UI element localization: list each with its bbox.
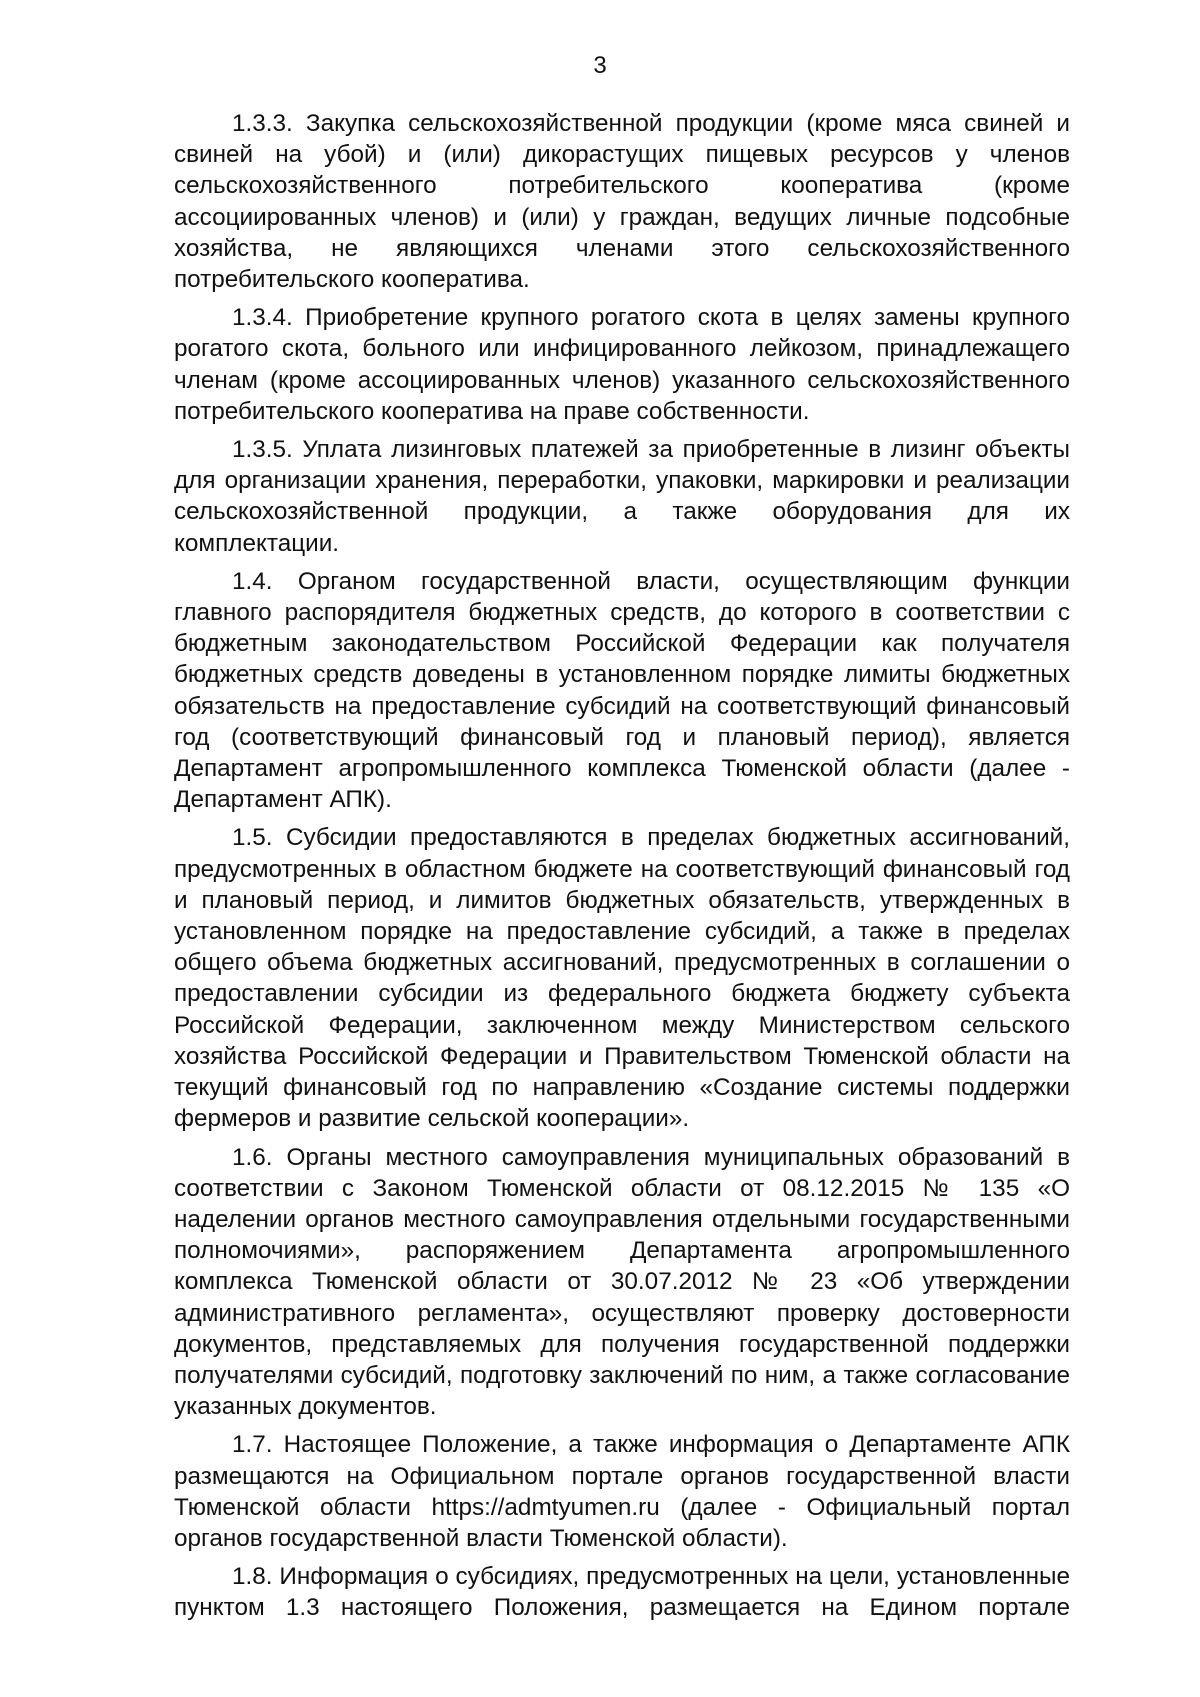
paragraph-1-5: 1.5. Субсидии предоставляются в пределах бюджетных ассигнований, предусмотренных в областном бюджете на соответствующий финансовый год и плановый период, и лимитов бюджетных обязательств, утвержденных в установленном порядке на предоставление субсидий, а также в пределах общего объема бюджетных ассигнований, предусмотренных в соглашении о предоставлении субсидии из федерального бюджета бюджету субъекта Российской Федерации, заключенном между Министерством сельского хозяйства Российской Федерации и Правительством Тюменской области на текущий финансовый год по направлению «Создание системы поддержки фермеров и развитие сельской кооперации». (174, 824, 1070, 1133)
paragraph-1-8: 1.8. Информация о субсидиях, предусмотренных на цели, установленные пунктом 1.3 настоящего Положения, размещается на Едином портале (174, 1563, 1070, 1622)
paragraph-1-6: 1.6. Органы местного самоуправления муниципальных образований в соответствии с Законом Тюменской области от 08.12.2015 № 135 «О наделении органов местного самоуправления отдельными государственными полномочиями», распоряжением Департамента агропромышленного комплекса Тюменской области от 30.07.2012 № 23 «Об утверждении административного регламента», осуществляют проверку достоверности документов, представляемых для получения государственной поддержки получателями субсидий, подготовку заключений по ним, а также согласование указанных документов. (174, 1143, 1070, 1421)
paragraph-1-7: 1.7. Настоящее Положение, а также информация о Департаменте АПК размещаются на Официальном портале органов государственной власти Тюменской области https://admtyumen.ru (далее - Официальный портал органов государственной власти Тюменской области). (174, 1431, 1070, 1552)
page-number: 3 (593, 52, 607, 79)
paragraph-1-3-5: 1.3.5. Уплата лизинговых платежей за приобретенные в лизинг объекты для организации хранения, переработки, упаковки, маркировки и реализации сельскохозяйственной продукции, а также оборудования для их комплектации. (174, 436, 1070, 557)
paragraph-1-3-3: 1.3.3. Закупка сельскохозяйственной продукции (кроме мяса свиней и свиней на убой) и (или) дикорастущих пищевых ресурсов у членов сельскохозяйственного потребительского кооператива (кроме ассоциированных членов) и (или) у граждан, ведущих личные подсобные хозяйства, не являющихся членами этого сельскохозяйственного потребительского кооператива. (174, 110, 1070, 294)
paragraph-1-3-4: 1.3.4. Приобретение крупного рогатого скота в целях замены крупного рогатого скота, больного или инфицированного лейкозом, принадлежащего членам (кроме ассоциированных членов) указанного сельскохозяйственного потребительского кооператива на праве собственности. (174, 304, 1070, 425)
document-body (174, 108, 1070, 1631)
paragraph-1-4: 1.4. Органом государственной власти, осуществляющим функции главного распорядителя бюджетных средств, до которого в соответствии с бюджетным законодательством Российской Федерации как получателя бюджетных средств доведены в установленном порядке лимиты бюджетных обязательств на предоставление субсидий на соответствующий финансовый год (соответствующий финансовый год и плановый период), является Департамент агропромышленного комплекса Тюменской области (далее - Департамент АПК). (174, 567, 1070, 814)
